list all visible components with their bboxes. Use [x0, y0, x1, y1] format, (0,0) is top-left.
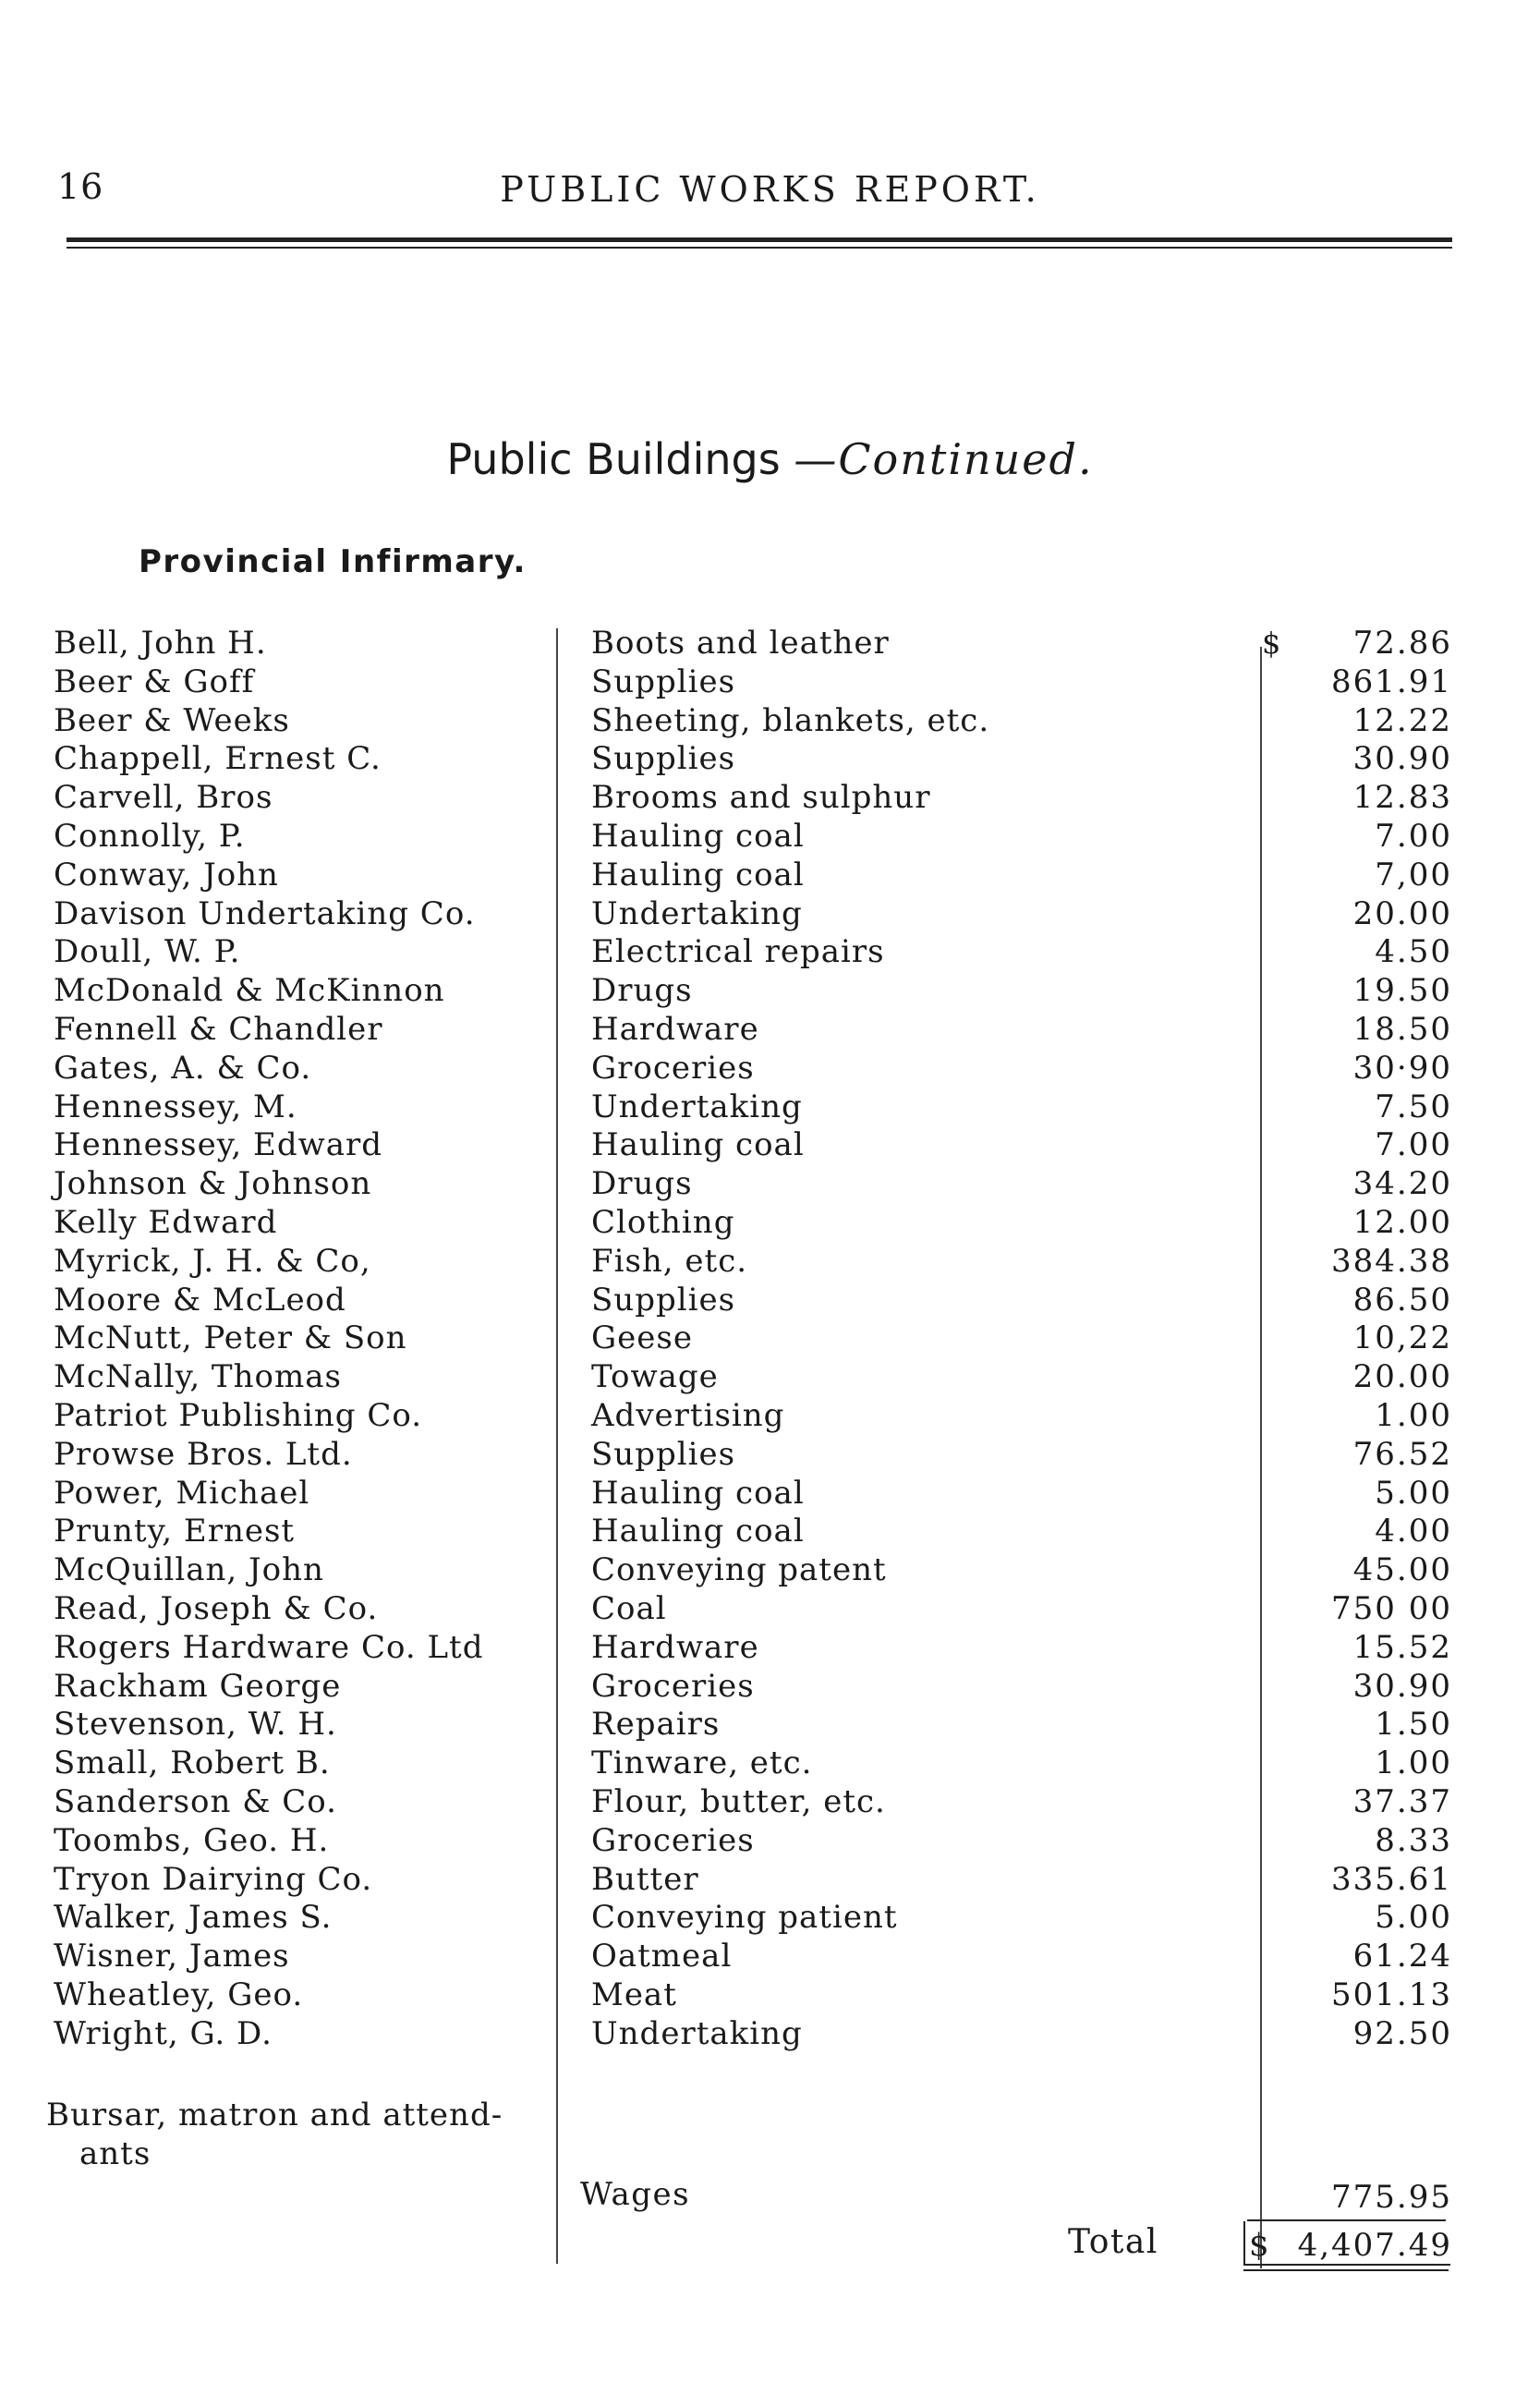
table-row: [0, 1976, 1540, 2015]
entry-name: Rogers Hardware Co. Ltd: [54, 1628, 484, 1666]
table-row: [0, 740, 1540, 779]
wages-amount: 775.95: [1331, 2179, 1452, 2216]
entry-item: Groceries: [591, 1049, 755, 1087]
entry-name: McDonald & McKinnon: [54, 972, 445, 1010]
entry-amount: 1.00: [1375, 1744, 1452, 1782]
table-row: [0, 1938, 1540, 1976]
table-row: [0, 972, 1540, 1011]
header-rule-thick: [67, 237, 1452, 242]
entry-amount: 19.50: [1352, 972, 1452, 1010]
table-row: [0, 933, 1540, 972]
entry-name: Read, Joseph & Co.: [54, 1589, 379, 1627]
entry-amount: 15.52: [1352, 1628, 1452, 1666]
entry-name: Tryon Dairying Co.: [54, 1860, 373, 1898]
entry-name: Moore & McLeod: [54, 1281, 346, 1319]
entry-name: Hennessey, Edward: [54, 1126, 382, 1164]
table-row: [0, 1436, 1540, 1475]
entry-name: Toombs, Geo. H.: [54, 1821, 330, 1859]
entry-item: Groceries: [591, 1667, 755, 1705]
table-row: [0, 1282, 1540, 1320]
entry-amount: 7.50: [1375, 1088, 1452, 1125]
entry-name: Beer & Goff: [54, 663, 255, 700]
table-row: [0, 779, 1540, 818]
entry-name: McNally, Thomas: [54, 1358, 342, 1396]
entry-amount: 1.00: [1375, 1396, 1452, 1434]
entry-name: Chappell, Ernest C.: [54, 740, 382, 778]
entry-item: Supplies: [591, 740, 736, 778]
entry-item: Supplies: [591, 1281, 736, 1319]
entries-table: [0, 625, 1540, 2053]
entry-item: Hauling coal: [591, 817, 805, 855]
total-amount: 4,407.49: [1297, 2227, 1452, 2264]
entry-amount: 5.00: [1375, 1474, 1452, 1512]
entry-amount: 10,22: [1352, 1319, 1452, 1357]
table-row: [0, 1475, 1540, 1513]
table-row: [0, 1706, 1540, 1744]
entry-name: Beer & Weeks: [54, 701, 290, 739]
entry-name: Prunty, Ernest: [54, 1513, 296, 1550]
entry-item: Conveying patent: [591, 1551, 887, 1589]
entry-amount: 37.37: [1352, 1782, 1452, 1820]
entry-item: Groceries: [591, 1821, 755, 1859]
header-rule-thin: [67, 247, 1452, 249]
entry-amount: 92.50: [1352, 2014, 1452, 2052]
total-box-underline: [1243, 2269, 1449, 2271]
entry-amount: 4.00: [1375, 1513, 1452, 1550]
entry-name: Johnson & Johnson: [54, 1165, 372, 1203]
table-row: [0, 1513, 1540, 1551]
entry-item: Hardware: [591, 1628, 759, 1666]
entry-amount: 501.13: [1331, 1975, 1452, 2013]
entry-name: McNutt, Peter & Son: [54, 1319, 407, 1357]
entry-item: Meat: [591, 1975, 677, 2013]
entry-item: Hauling coal: [591, 1513, 805, 1550]
entry-amount: 72.86: [1352, 625, 1452, 662]
entry-amount: 61.24: [1352, 1938, 1452, 1975]
entry-item: Supplies: [591, 1435, 736, 1473]
table-row: [0, 1551, 1540, 1590]
entry-item: Drugs: [591, 972, 693, 1010]
wages-label: Wages: [580, 2176, 691, 2213]
entry-item: Supplies: [591, 663, 736, 700]
entry-amount: 5.00: [1375, 1899, 1452, 1937]
entry-name: Davison Undertaking Co.: [54, 894, 476, 932]
table-row: [0, 1204, 1540, 1243]
entry-name: Power, Michael: [54, 1474, 310, 1512]
entry-name: Patriot Publishing Co.: [54, 1396, 423, 1434]
entry-item: Advertising: [591, 1396, 785, 1434]
entry-name: Bell, John H.: [54, 625, 267, 662]
entry-name: Doull, W. P.: [54, 933, 241, 971]
running-head: PUBLIC WORKS REPORT.: [500, 169, 1040, 210]
table-row: [0, 857, 1540, 895]
entry-name: McQuillan, John: [54, 1551, 324, 1589]
total-currency: $: [1249, 2227, 1269, 2264]
entry-item: Towage: [591, 1358, 719, 1396]
entry-amount: 861.91: [1331, 663, 1452, 700]
entry-amount: 12.83: [1352, 779, 1452, 817]
entry-name: Sanderson & Co.: [54, 1782, 337, 1820]
table-row: [0, 702, 1540, 741]
entry-item: Hardware: [591, 1010, 759, 1048]
table-row: [0, 1165, 1540, 1204]
entry-item: Hauling coal: [591, 1126, 805, 1164]
entry-amount: 30.90: [1352, 740, 1452, 778]
entry-amount: 34.20: [1352, 1165, 1452, 1203]
entry-amount: 76.52: [1352, 1435, 1452, 1473]
entry-item: Brooms and sulphur: [591, 779, 931, 817]
entry-amount: 20.00: [1352, 894, 1452, 932]
entry-item: Drugs: [591, 1165, 693, 1203]
entry-item: Clothing: [591, 1203, 735, 1241]
entry-amount: 1.50: [1375, 1706, 1452, 1744]
entry-item: Hauling coal: [591, 1474, 805, 1512]
entry-name: Wheatley, Geo.: [54, 1975, 304, 2013]
entry-name: Rackham George: [54, 1667, 342, 1705]
entry-name: Stevenson, W. H.: [54, 1706, 337, 1744]
entry-item: Coal: [591, 1589, 667, 1627]
entry-name: Wright, G. D.: [54, 2014, 273, 2052]
table-row: [0, 625, 1540, 663]
entry-item: Undertaking: [591, 1088, 803, 1125]
entry-name: Connolly, P.: [54, 817, 246, 855]
entry-amount: 7.00: [1375, 1126, 1452, 1164]
bursar-label-line1: Bursar, matron and attend-: [46, 2097, 503, 2133]
entry-name: Prowse Bros. Ltd.: [54, 1435, 353, 1473]
page-number: 16: [57, 166, 104, 207]
table-row: [0, 1126, 1540, 1165]
entry-name: Walker, James S.: [54, 1899, 333, 1937]
table-row: [0, 1011, 1540, 1050]
entry-item: Repairs: [591, 1706, 721, 1744]
entry-name: Myrick, J. H. & Co,: [54, 1242, 371, 1280]
entry-name: Carvell, Bros: [54, 779, 273, 817]
entry-item: Undertaking: [591, 894, 803, 932]
entry-item: Hauling coal: [591, 856, 805, 894]
entry-name: Gates, A. & Co.: [54, 1049, 312, 1087]
bursar-label-line2: ants: [79, 2135, 152, 2172]
section-title: [0, 434, 1540, 484]
section-title-suffix: —Continued.: [794, 434, 1094, 484]
table-row: [0, 1629, 1540, 1668]
entry-amount: 12.22: [1352, 701, 1452, 739]
table-row: [0, 1822, 1540, 1861]
table-row: [0, 895, 1540, 934]
entry-item: Conveying patient: [591, 1899, 898, 1937]
entry-item: Flour, butter, etc.: [591, 1782, 886, 1820]
entry-amount: 20.00: [1352, 1358, 1452, 1396]
entry-amount: 384.38: [1331, 1242, 1452, 1280]
bursar-label: [46, 2096, 545, 2173]
entry-amount: 86.50: [1352, 1281, 1452, 1319]
entry-item: Oatmeal: [591, 1938, 733, 1975]
table-row: [0, 1050, 1540, 1088]
entry-name: Small, Robert B.: [54, 1744, 331, 1782]
table-row: [0, 1861, 1540, 1900]
entry-item: Fish, etc.: [591, 1242, 748, 1280]
entry-amount: 750 00: [1331, 1589, 1452, 1627]
table-row: [0, 1088, 1540, 1127]
entry-name: Kelly Edward: [54, 1203, 278, 1241]
entry-amount: 45.00: [1352, 1551, 1452, 1589]
table-row: [0, 1358, 1540, 1397]
entry-amount: 7,00: [1375, 856, 1452, 894]
entry-item: Electrical repairs: [591, 933, 885, 971]
entry-amount: 12.00: [1352, 1203, 1452, 1241]
table-row: [0, 1397, 1540, 1436]
entry-amount: 4.50: [1375, 933, 1452, 971]
entry-amount: 7.00: [1375, 817, 1452, 855]
entry-amount: 8.33: [1375, 1821, 1452, 1859]
subsection-title: Provincial Infirmary.: [139, 543, 527, 580]
table-row: [0, 1590, 1540, 1629]
entry-item: Butter: [591, 1860, 699, 1898]
table-row: [0, 663, 1540, 702]
entry-amount: 335.61: [1331, 1860, 1452, 1898]
entry-name: Conway, John: [54, 856, 279, 894]
table-row: [0, 818, 1540, 857]
entry-amount: 30·90: [1352, 1049, 1452, 1087]
entry-name: Wisner, James: [54, 1938, 290, 1975]
table-row: [0, 1744, 1540, 1783]
currency-symbol-top: $: [1262, 626, 1281, 661]
entry-name: Fennell & Chandler: [54, 1010, 383, 1048]
entry-item: Geese: [591, 1319, 693, 1357]
table-row: [0, 1319, 1540, 1358]
table-row: [0, 1243, 1540, 1282]
entry-item: Tinware, etc.: [591, 1744, 813, 1782]
entry-amount: 30.90: [1352, 1667, 1452, 1705]
section-title-main: Public Buildings: [446, 434, 781, 484]
entry-item: Sheeting, blankets, etc.: [591, 701, 990, 739]
total-label: Total: [1068, 2223, 1158, 2261]
entry-item: Boots and leather: [591, 625, 890, 662]
table-row: [0, 1899, 1540, 1938]
table-row: [0, 1668, 1540, 1707]
table-row: [0, 2015, 1540, 2054]
entry-name: Hennessey, M.: [54, 1088, 297, 1125]
entry-item: Undertaking: [591, 2014, 803, 2052]
table-row: [0, 1783, 1540, 1822]
entry-amount: 18.50: [1352, 1010, 1452, 1048]
